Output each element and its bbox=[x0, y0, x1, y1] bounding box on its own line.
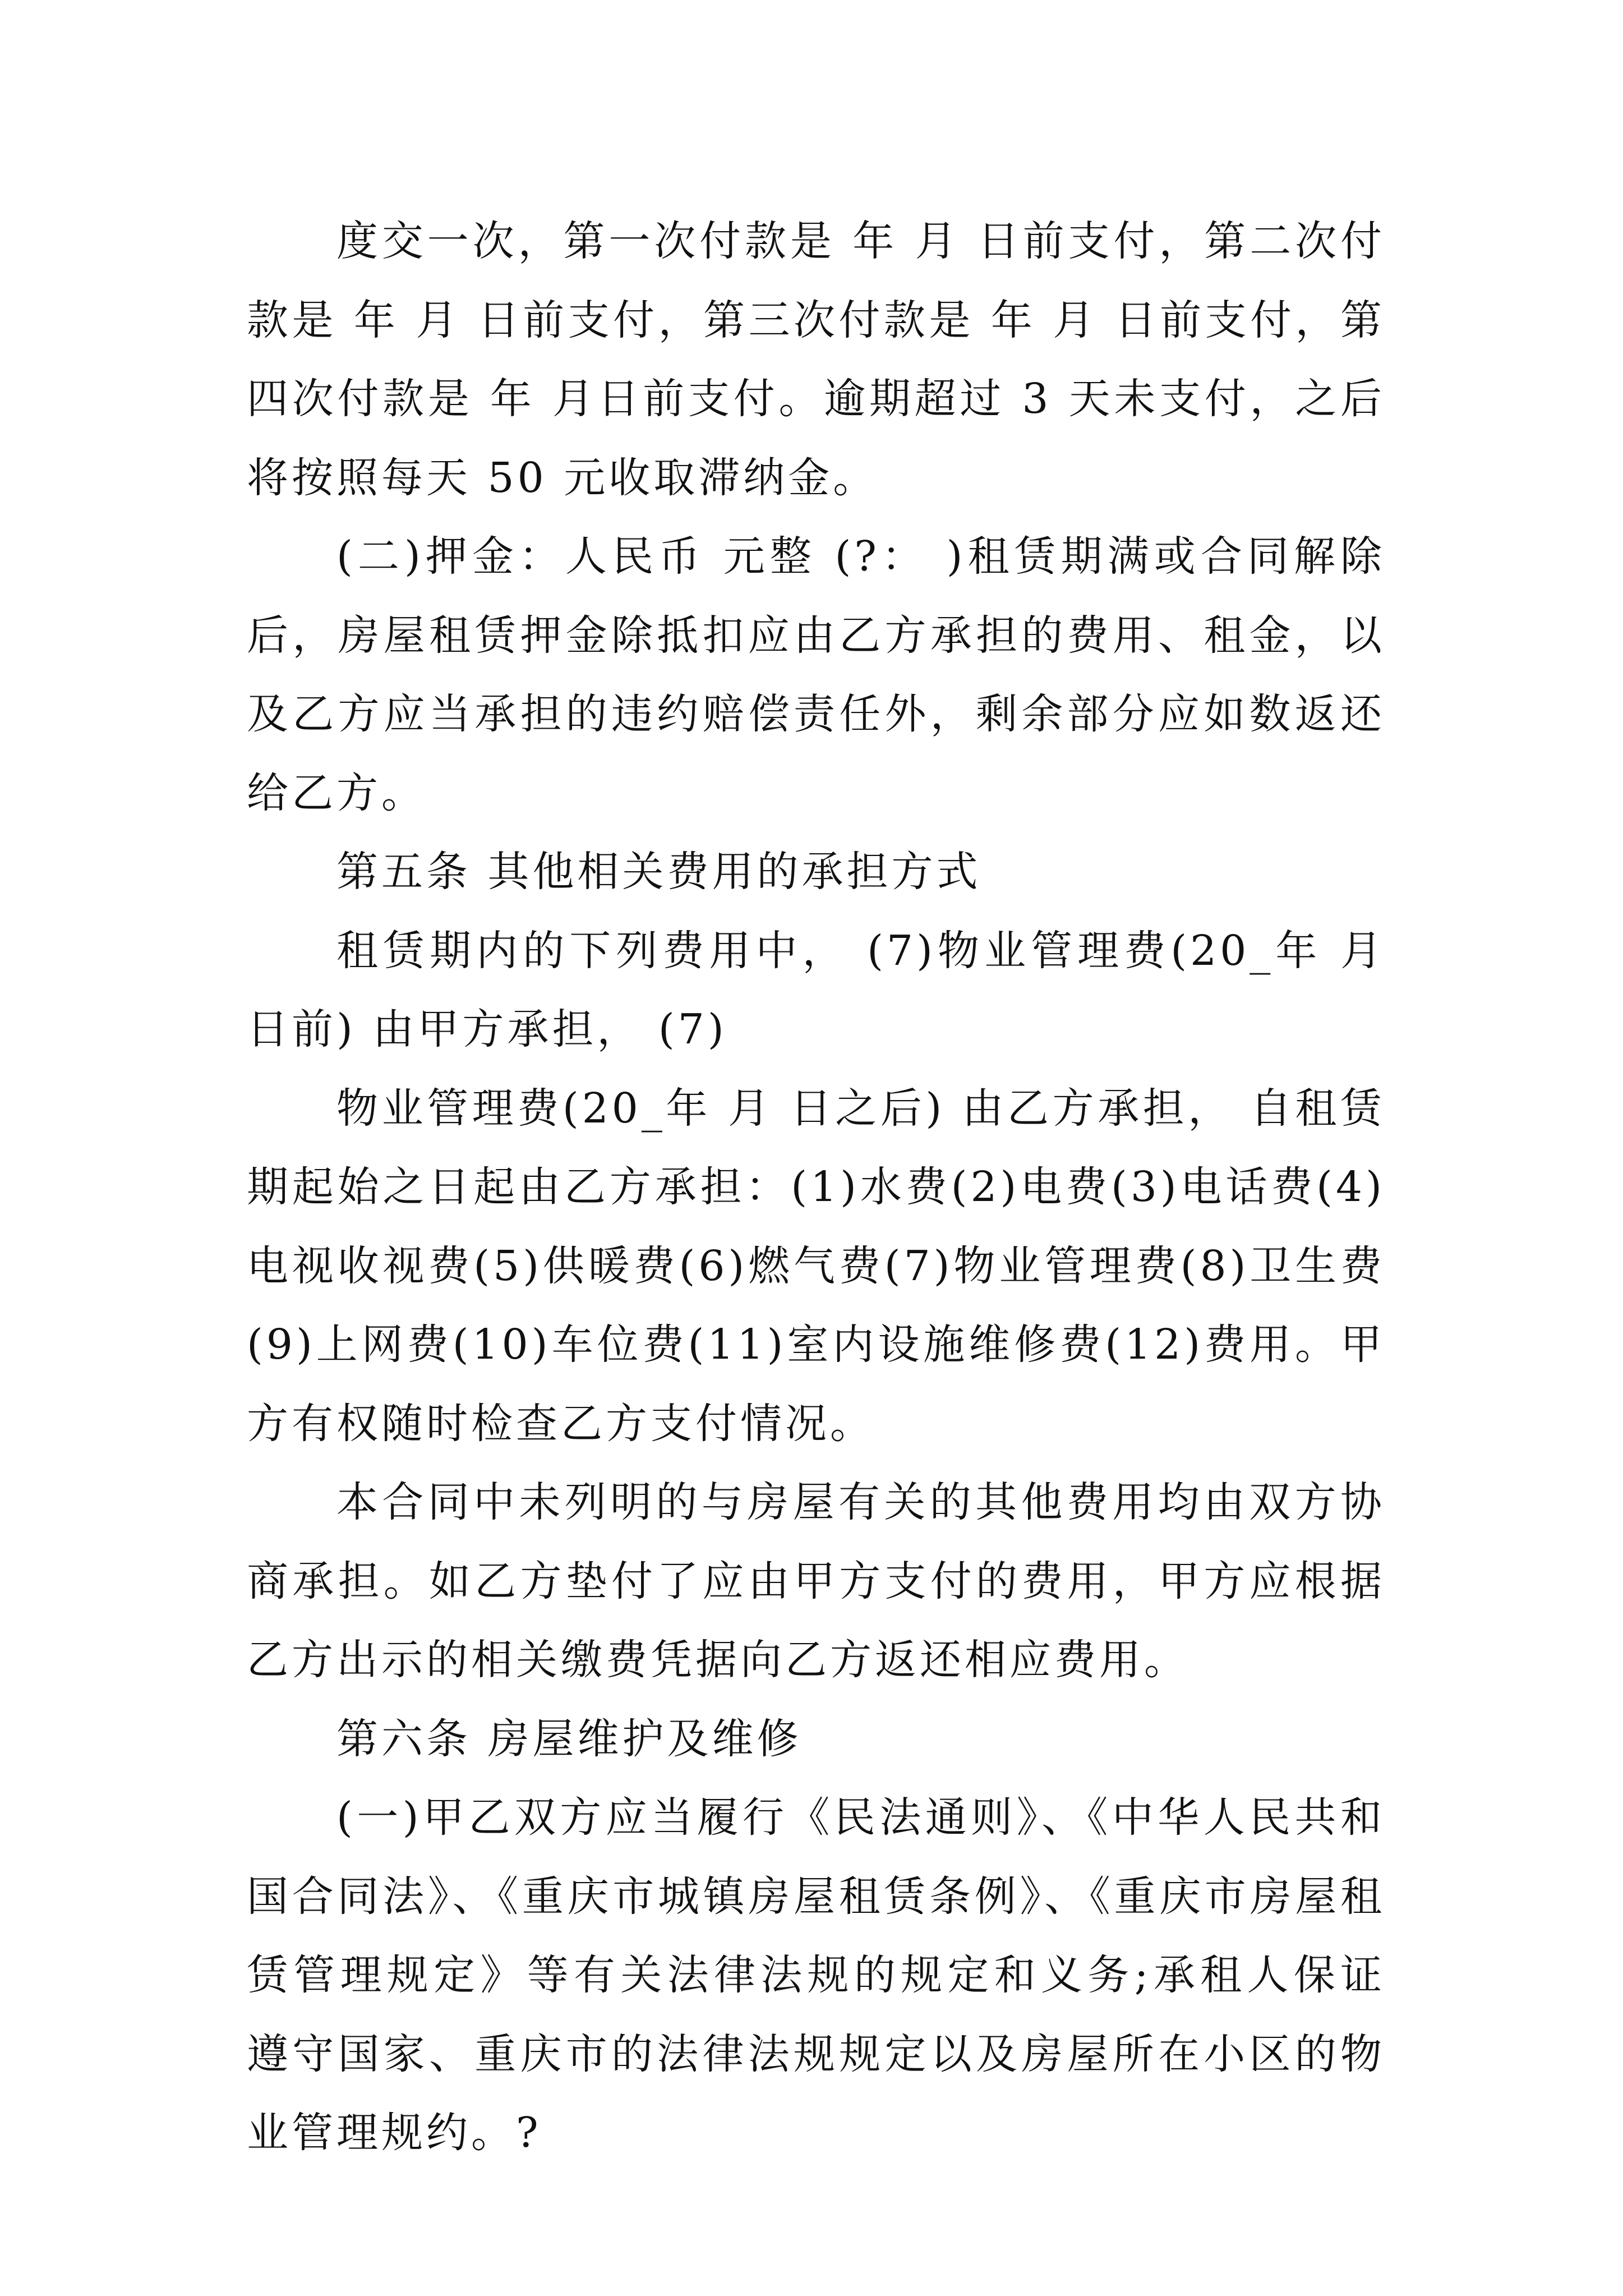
paragraph-fees-tenant: 物业管理费(20_年 月 日之后) 由乙方承担， 自租赁期起始之日起由乙方承担：(1)水费(2)电费(3)电话费(4)电视收视费(5)供暖费(6)燃气费(7)物业管理费(8)卫生费(9)上网费(10)车位费(11)室内设施维修费(12)费用。甲方有权随时检查乙方支付情况。 bbox=[247, 1084, 1385, 1448]
article-6-heading: 第六条 房屋维护及维修 bbox=[336, 1714, 802, 1763]
paragraph-deposit: (二)押金：人民币 元整 (?： )租赁期满或合同解除后，房屋租赁押金除抵扣应由乙方承担的费用、租金，以及乙方应当承担的违约赔偿责任外，剩余部分应如数返还给乙方。 bbox=[247, 532, 1385, 817]
paragraph-payment-schedule: 度交一次，第一次付款是 年 月 日前支付，第二次付款是 年 月 日前支付，第三次付款是 年 月 日前支付，第四次付款是 年 月日前支付。逾期超过 3 天未支付，之后将按照每天 50 元收取滞纳金。 bbox=[247, 217, 1385, 502]
document-page bbox=[247, 202, 1385, 2173]
article-5-heading: 第五条 其他相关费用的承担方式 bbox=[336, 848, 981, 896]
paragraph-obligations: (一)甲乙双方应当履行《民法通则》、《中华人民共和国合同法》、《重庆市城镇房屋租赁条例》、《重庆市房屋租赁管理规定》等有关法律法规的规定和义务;承租人保证遵守国家、重庆市的法律法规规定以及房屋所在小区的物业管理规约。? bbox=[247, 1793, 1385, 2157]
paragraph-other-fees: 本合同中未列明的与房屋有关的其他费用均由双方协商承担。如乙方垫付了应由甲方支付的费用，甲方应根据乙方出示的相关缴费凭据向乙方返还相应费用。 bbox=[247, 1478, 1385, 1684]
paragraph-fees-landlord: 租赁期内的下列费用中， (7)物业管理费(20_年 月 日前) 由甲方承担， (7) bbox=[247, 926, 1385, 1053]
